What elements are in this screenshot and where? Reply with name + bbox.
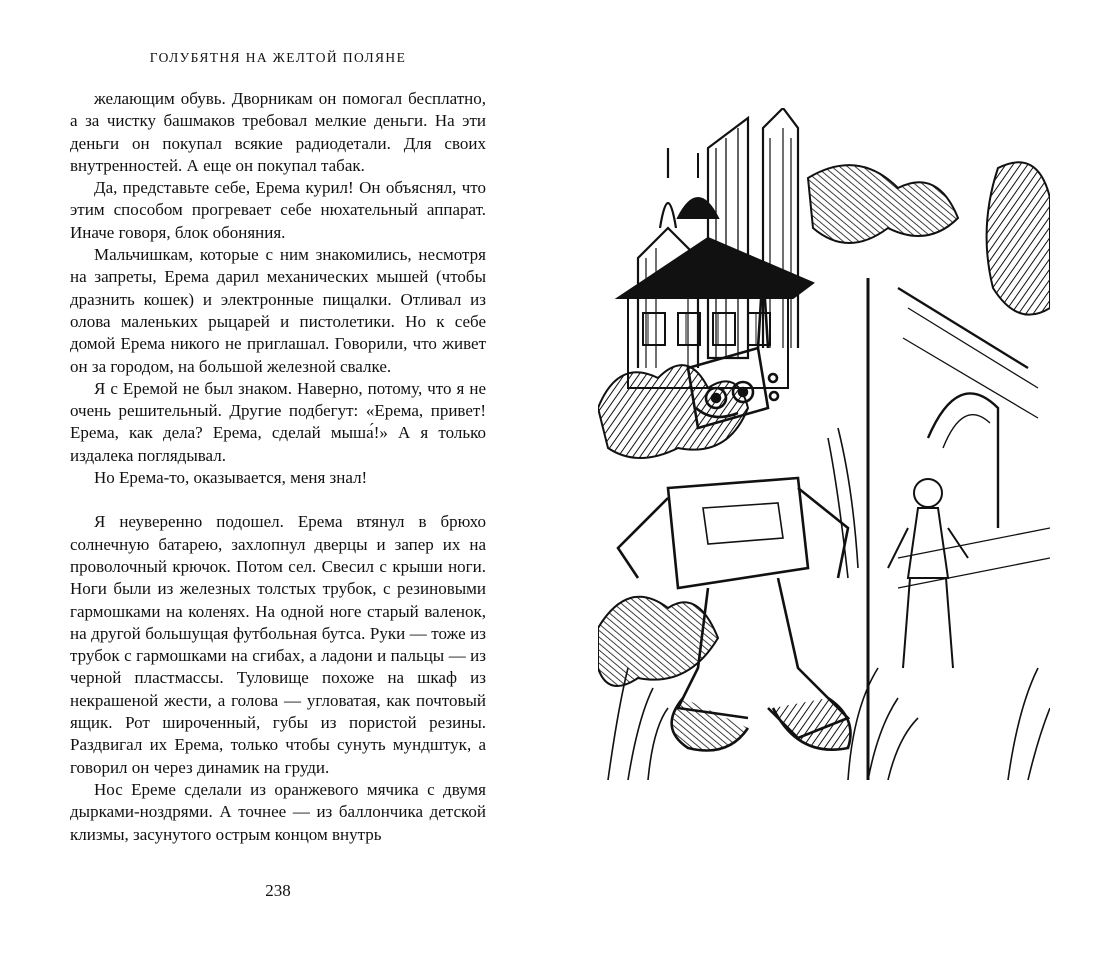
arches — [868, 278, 1050, 780]
page-number: 238 — [265, 881, 291, 900]
body-text — [70, 88, 486, 846]
boy-figure — [888, 479, 968, 668]
paragraph: желающим обувь. Дворникам он помогал бесплатно, а за чистку башмаков требовал мелкие деньги. На эти деньги он покупал всякие радиодетали. Для своих внутренностей. А еще он покупал табак. — [70, 89, 486, 175]
paragraph: Я неуверенно подошел. Ерема втянул в брюхо солнечную батарею, захлопнул дверцы и запер их на проволочный крючок. Потом сел. Свесил с крыши ноги. Ноги были из железных толстых трубок, с резиновыми гармошками на коленях. На одной ноге старый валенок, на другой большущая футбольная бутса. Руки — тоже из трубок с гармошками на сгибах, а ладони и пальцы — из черной пластмассы. Туловище похоже на шкаф из некрашеной жести, а голова — угловатая, как почтовый ящик. Рот широченный, губы из пористой резины. Раздвигал их Ерема, только чтобы сунуть мундштук, а говорил он через динамик на груди. — [70, 512, 486, 777]
paragraph: Нос Ереме сделали из оранжевого мячика с двумя дырками-ноздрями. А точнее — из баллончика детской клизмы, засунутого острым концом внутрь — [70, 779, 486, 844]
foliage — [598, 162, 1050, 686]
running-head: ГОЛУБЯТНЯ НА ЖЕЛТОЙ ПОЛЯНЕ — [149, 50, 407, 65]
paragraph: Да, представьте себе, Ерема курил! Он объяснял, что этим способом прогревает себе нюхательный аппарат. Иначе говоря, блок обоняния. — [70, 178, 486, 242]
paragraph: Мальчишкам, которые с ним знакомились, несмотря на запреты, Ерема дарил механических мышей (чтобы дразнить кошек) и электронные пищалки. Отливал из олова маленьких рыцарей и пистолетики. Но к себе домой Ерема никого не приглашал. Говорили, что живет он за городом, на большой железной свалке. — [70, 245, 486, 376]
paragraph: Но Ерема-то, оказывается, меня знал! — [94, 468, 368, 488]
paragraph: Я с Еремой не был знаком. Наверно, потому, что я не очень решительный. Другие подбегут: «Ерема, привет! Ерема, как дела? Ерема, сделай мыша́!» А я только издалека поглядывал. — [70, 378, 486, 465]
illustration — [598, 108, 1050, 780]
robot-city-illustration — [598, 108, 1050, 780]
